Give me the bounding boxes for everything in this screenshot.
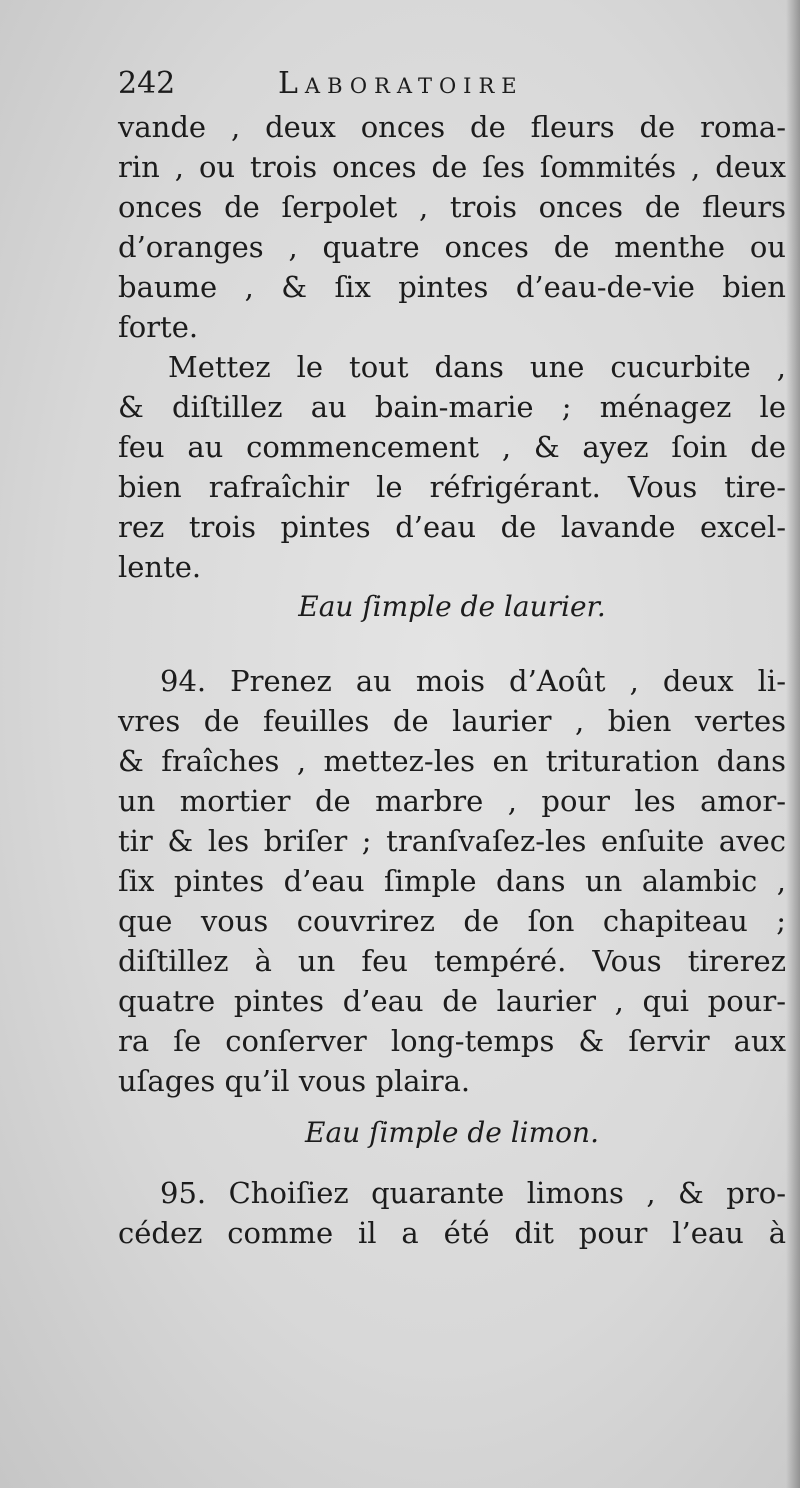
text-line: tir & les briſer ; tranſvaſez-les enſuite avec (118, 824, 786, 858)
text-line: ra ſe conſerver long-temps & ſervir aux (118, 1024, 786, 1058)
running-head: Laboratoire (278, 66, 524, 101)
text-line: vande , deux onces de fleurs de roma- (118, 110, 786, 144)
page-edge-shadow (786, 0, 800, 1488)
section-heading: Eau ſimple de limon. (305, 1116, 599, 1149)
text-line: quatre pintes d’eau de laurier , qui pour- (118, 984, 786, 1018)
text-line: 95. Choiſiez quarante limons , & pro- (160, 1176, 786, 1210)
paragraph-4 (118, 1173, 786, 1253)
text-line: & fraîches , mettez-les en trituration dans (118, 744, 786, 778)
page-number: 242 (118, 66, 176, 101)
spacer (118, 1153, 786, 1173)
text-line: bien rafraîchir le réfrigérant. Vous tire- (118, 470, 786, 504)
spacer (118, 627, 786, 661)
text-block (118, 107, 786, 1253)
text-line: d’oranges , quatre onces de menthe ou (118, 230, 786, 264)
section-heading: Eau ſimple de laurier. (298, 590, 606, 623)
spacer (118, 1101, 786, 1113)
text-line: rin , ou trois onces de ſes ſommités , deux (118, 150, 786, 184)
page-header (118, 66, 678, 106)
text-line: cédez comme il a été dit pour l’eau à (118, 1216, 786, 1250)
paragraph-3 (118, 661, 786, 1101)
paragraph-1 (118, 107, 786, 347)
text-line: ſix pintes d’eau ſimple dans un alambic , (118, 864, 786, 898)
text-line: un mortier de marbre , pour les amor- (118, 784, 786, 818)
text-line: que vous couvrirez de ſon chapiteau ; (118, 904, 786, 938)
paragraph-2 (118, 347, 786, 587)
text-line: rez trois pintes d’eau de lavande excel- (118, 510, 786, 544)
text-line: 94. Prenez au mois d’Août , deux li- (160, 664, 786, 698)
text-line: uſages qu’il vous plaira. (118, 1064, 471, 1098)
text-line: vres de feuilles de laurier , bien vertes (118, 704, 786, 738)
text-line: baume , & ſix pintes d’eau-de-vie bien (118, 270, 786, 304)
text-line: onces de ſerpolet , trois onces de fleurs (118, 190, 786, 224)
text-line: forte. (118, 310, 199, 344)
text-line: & diſtillez au bain-marie ; ménagez le (118, 390, 786, 424)
text-line: feu au commencement , & ayez ſoin de (118, 430, 786, 464)
text-line: Mettez le tout dans une cucurbite , (168, 350, 786, 384)
text-line: lente. (118, 550, 202, 584)
text-line: diſtillez à un feu tempéré. Vous tirerez (118, 944, 786, 978)
